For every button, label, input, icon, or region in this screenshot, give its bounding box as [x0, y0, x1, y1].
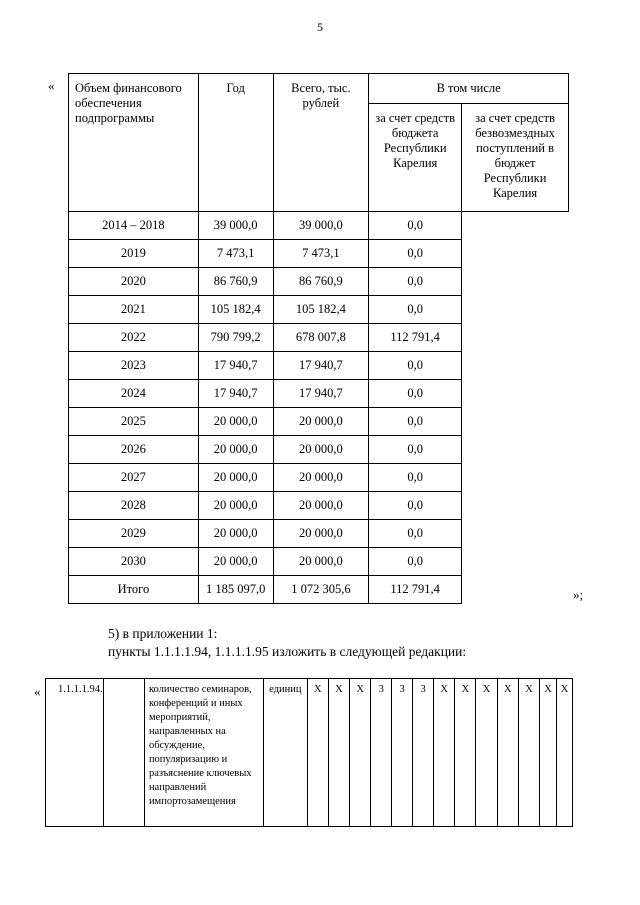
cell-total: 20 000,0 — [198, 408, 273, 436]
cell-budget: 105 182,4 — [273, 296, 369, 324]
cell-free: 0,0 — [369, 548, 462, 576]
cell-budget: 20 000,0 — [273, 436, 369, 464]
cell-budget: 17 940,7 — [273, 352, 369, 380]
cell-year: 2028 — [69, 492, 199, 520]
col-free-header: за счет средств безвозмездных поступлений в бюджет Республики Карелия — [462, 104, 569, 212]
cell-year: 2019 — [69, 240, 199, 268]
point-unit: единиц — [264, 679, 308, 827]
cell-year: 2014 – 2018 — [69, 212, 199, 240]
point-value-cell: 3 — [413, 679, 434, 827]
finance-row — [69, 464, 569, 492]
cell-total: 17 940,7 — [198, 352, 273, 380]
cell-free: 112 791,4 — [369, 576, 462, 604]
finance-row — [69, 324, 569, 352]
cell-total: 39 000,0 — [198, 212, 273, 240]
finance-row — [69, 240, 569, 268]
cell-free: 0,0 — [369, 464, 462, 492]
cell-budget: 7 473,1 — [273, 240, 369, 268]
cell-budget: 20 000,0 — [273, 492, 369, 520]
finance-row — [69, 352, 569, 380]
finance-row — [69, 576, 569, 604]
cell-free: 0,0 — [369, 296, 462, 324]
col-year-header: Год — [198, 74, 273, 212]
cell-budget: 20 000,0 — [273, 464, 369, 492]
cell-year: 2020 — [69, 268, 199, 296]
cell-year: 2027 — [69, 464, 199, 492]
point-value-cell: Х — [307, 679, 328, 827]
paragraph-item-5: 5) в приложении 1: — [108, 626, 218, 641]
cell-budget: 86 760,9 — [273, 268, 369, 296]
cell-free: 0,0 — [369, 380, 462, 408]
point-value-cell: Х — [455, 679, 476, 827]
cell-year: 2025 — [69, 408, 199, 436]
cell-total: 1 185 097,0 — [198, 576, 273, 604]
cell-budget: 20 000,0 — [273, 520, 369, 548]
cell-year: 2030 — [69, 548, 199, 576]
closing-quote: »; — [573, 587, 584, 602]
point-value-cell: Х — [518, 679, 539, 827]
cell-year: 2029 — [69, 520, 199, 548]
point-value-cell: Х — [434, 679, 455, 827]
cell-free: 0,0 — [369, 492, 462, 520]
point-value-cell: Х — [556, 679, 572, 827]
cell-total: 790 799,2 — [198, 324, 273, 352]
cell-budget: 17 940,7 — [273, 380, 369, 408]
cell-budget: 20 000,0 — [273, 548, 369, 576]
point-description: количество семинаров, конференций и иных мероприятий, направленных на обсуждение, популяризацию и разъяснение ключевых направлений импортозамещения — [144, 679, 263, 827]
cell-year: 2022 — [69, 324, 199, 352]
cell-total: 105 182,4 — [198, 296, 273, 324]
paragraph-instruction: пункты 1.1.1.1.94, 1.1.1.1.95 изложить в следующей редакции: — [108, 644, 467, 659]
cell-total: 17 940,7 — [198, 380, 273, 408]
point-value-cell: Х — [540, 679, 557, 827]
finance-row — [69, 548, 569, 576]
cell-total: 20 000,0 — [198, 492, 273, 520]
point-value-cell: 3 — [371, 679, 392, 827]
cell-free: 0,0 — [369, 268, 462, 296]
cell-free: 0,0 — [369, 352, 462, 380]
cell-total: 20 000,0 — [198, 464, 273, 492]
finance-row — [69, 268, 569, 296]
points-opening-quote: « — [34, 684, 41, 699]
cell-free: 0,0 — [369, 520, 462, 548]
point-empty-cell — [103, 679, 144, 827]
cell-budget: 20 000,0 — [273, 408, 369, 436]
cell-total: 20 000,0 — [198, 436, 273, 464]
finance-row — [69, 408, 569, 436]
point-code: 1.1.1.1.94. — [46, 679, 104, 827]
finance-row — [69, 296, 569, 324]
cell-free: 0,0 — [369, 240, 462, 268]
point-value-cell: Х — [497, 679, 518, 827]
opening-quote: « — [48, 78, 55, 93]
cell-year: 2026 — [69, 436, 199, 464]
points-table — [45, 678, 573, 827]
point-value-cell: Х — [328, 679, 349, 827]
cell-total: 7 473,1 — [198, 240, 273, 268]
finance-row — [69, 436, 569, 464]
cell-total: 86 760,9 — [198, 268, 273, 296]
cell-free: 0,0 — [369, 436, 462, 464]
point-value-cell: Х — [476, 679, 497, 827]
cell-total: 20 000,0 — [198, 520, 273, 548]
page-number: 5 — [317, 20, 323, 34]
cell-year: 2023 — [69, 352, 199, 380]
cell-total: 20 000,0 — [198, 548, 273, 576]
col-including-header: В том числе — [369, 74, 569, 104]
finance-row — [69, 212, 569, 240]
point-value-cell: 3 — [392, 679, 413, 827]
points-row — [46, 679, 573, 827]
cell-free: 0,0 — [369, 212, 462, 240]
finance-row — [69, 520, 569, 548]
cell-year: 2021 — [69, 296, 199, 324]
cell-free: 112 791,4 — [369, 324, 462, 352]
col-total-header: Всего, тыс. рублей — [273, 74, 369, 212]
cell-budget: 39 000,0 — [273, 212, 369, 240]
finance-table — [68, 73, 569, 604]
cell-year: 2024 — [69, 380, 199, 408]
point-value-cell: Х — [350, 679, 371, 827]
cell-budget: 678 007,8 — [273, 324, 369, 352]
finance-row — [69, 380, 569, 408]
cell-free: 0,0 — [369, 408, 462, 436]
col-budget-header: за счет средств бюджета Республики Карелия — [369, 104, 462, 212]
finance-row — [69, 492, 569, 520]
cell-year: Итого — [69, 576, 199, 604]
cell-budget: 1 072 305,6 — [273, 576, 369, 604]
finance-row-label: Объем финансового обеспечения подпрограммы — [69, 74, 199, 212]
